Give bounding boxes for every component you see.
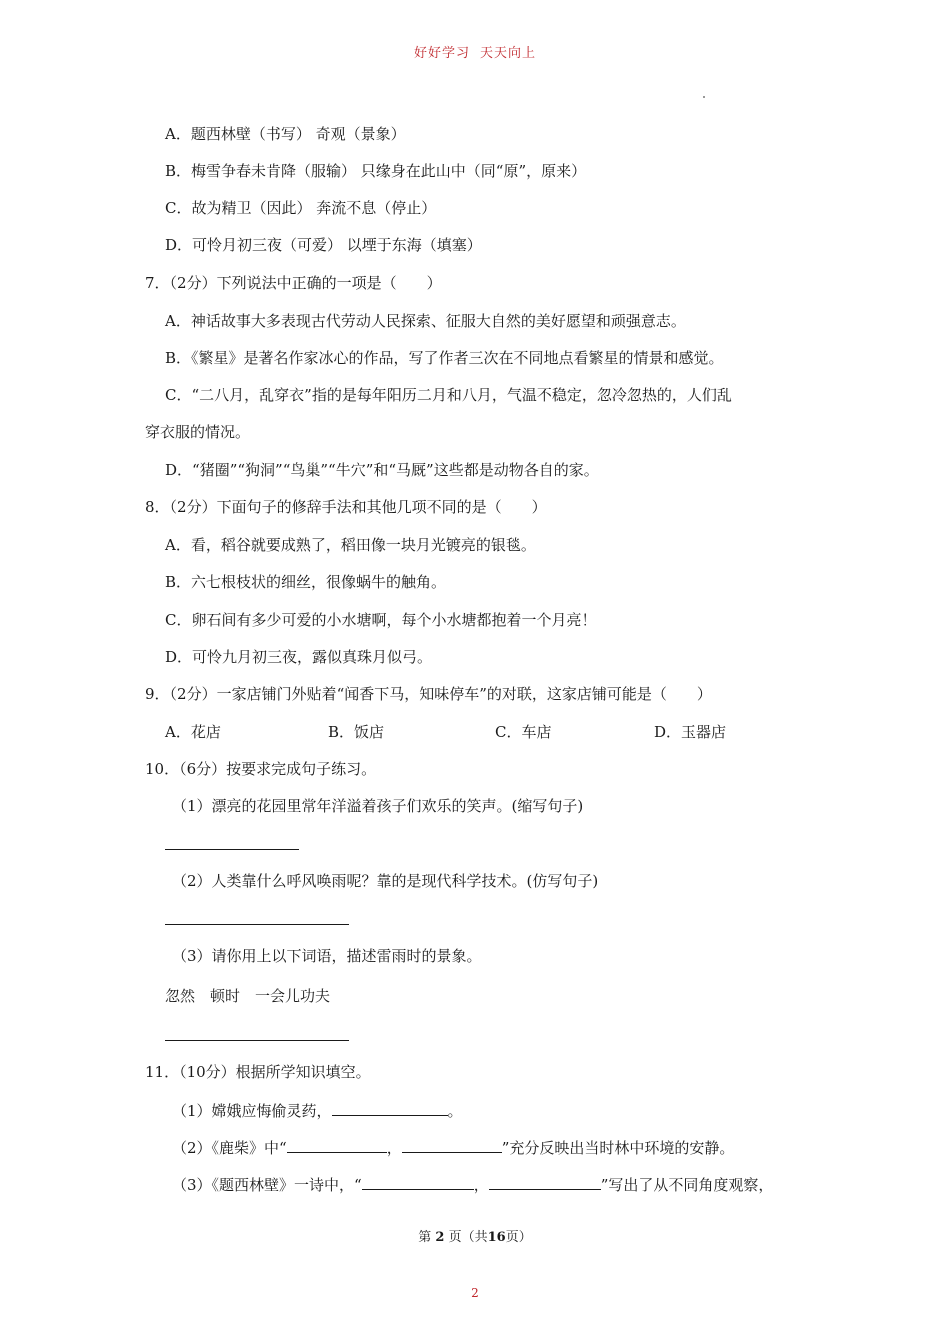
q7-option-b: B．《繁星》是著名作家冰心的作品，写了作者三次在不同地点看繁星的情景和感觉。 (165, 349, 724, 367)
q9-option-c: C．车店 (495, 723, 552, 741)
q10-sub-1: （1）漂亮的花园里常年洋溢着孩子们欢乐的笑声。(缩写句子) (172, 797, 584, 815)
q7-option-d: D．“猪圈”“狗洞”“鸟巢”“牛穴”和“马厩”这些都是动物各自的家。 (165, 461, 599, 479)
q6-option-b: B．梅雪争春未肯降（服输） 只缘身在此山中（同“原”，原来） (165, 162, 587, 180)
q11-blank-2b[interactable] (402, 1137, 502, 1153)
q11-sub-3-end: ”写出了从不同角度观察， (600, 1176, 774, 1194)
q10-sub-2: （2）人类靠什么呼风唤雨呢？靠的是现代科学技术。(仿写句子) (172, 872, 599, 890)
footer-middle: 页（共 (448, 1230, 488, 1245)
q11-stem: 11．（10分）根据所学知识填空。 (145, 1063, 371, 1081)
q8-option-c: C．卵石间有多少可爱的小水塘啊，每个小水塘都抱着一个月亮！ (165, 611, 597, 629)
q10-stem: 10．（6分）按要求完成句子练习。 (145, 760, 377, 778)
q6-option-a: A．题西林壁（书写） 奇观（景象） (165, 125, 406, 143)
q9-option-a: A．花店 (165, 723, 221, 741)
q7-option-a: A．神话故事大多表现古代劳动人民探索、征服大自然的美好愿望和顽强意志。 (165, 312, 686, 330)
q11-sub-2 (172, 1137, 734, 1158)
header-slogan-left: 好好学习 (413, 46, 470, 61)
q10-answer-blank-3[interactable] (165, 1040, 349, 1041)
page-footer (0, 1226, 950, 1245)
q11-sub-3-text: （3）《题西林壁》一诗中，“ (172, 1176, 362, 1194)
q11-blank-2a[interactable] (287, 1137, 387, 1153)
q8-stem: 8．（2分）下面句子的修辞手法和其他几项不同的是（ ） (145, 498, 547, 516)
footer-total-pages: 16 (487, 1230, 506, 1245)
q11-sub-2-text: （2）《鹿柴》中“ (172, 1139, 287, 1157)
q11-blank-3a[interactable] (362, 1174, 474, 1190)
q8-option-b: B．六七根枝状的细丝，很像蜗牛的触角。 (165, 573, 447, 591)
q11-sub-2-end: ”充分反映出当时林中环境的安静。 (501, 1139, 735, 1157)
q6-option-c: C．故为精卫（因此） 奔流不息（停止） (165, 199, 437, 217)
q11-sub-2-comma: ， (386, 1139, 402, 1157)
q8-option-d: D．可怜九月初三夜，露似真珠月似弓。 (165, 648, 433, 666)
q6-option-d: D．可怜月初三夜（可爱） 以堙于东海（填塞） (165, 236, 482, 254)
q7-stem: 7．（2分）下列说法中正确的一项是（ ） (145, 274, 442, 292)
q11-sub-1 (172, 1100, 463, 1121)
q10-word-list: 忽然 顿时 一会儿功夫 (165, 987, 331, 1005)
page-header (0, 42, 950, 61)
q9-option-b: B．饭店 (328, 723, 385, 741)
footer-suffix: 页） (505, 1230, 532, 1245)
q7-option-c: C．“二八月，乱穿衣”指的是每年阳历二月和八月，气温不稳定，忽冷忽热的，人们乱 (165, 386, 732, 404)
footer-prefix: 第 (418, 1230, 432, 1245)
q9-option-d: D．玉器店 (654, 723, 727, 741)
q9-stem: 9．（2分）一家店铺门外贴着“闻香下马，知味停车”的对联，这家店铺可能是（ ） (145, 685, 712, 703)
q7-option-c-continued: 穿衣服的情况。 (145, 423, 251, 441)
q11-sub-1-text: （1）嫦娥应悔偷灵药， (172, 1102, 332, 1120)
q11-sub-3 (172, 1174, 773, 1195)
q10-answer-blank-2[interactable] (165, 924, 349, 925)
q11-blank-3b[interactable] (489, 1174, 601, 1190)
q11-sub-1-end: 。 (447, 1102, 463, 1120)
q8-option-a: A．看，稻谷就要成熟了，稻田像一块月光镀亮的银毯。 (165, 536, 536, 554)
header-slogan-right: 天天向上 (480, 46, 537, 61)
q10-answer-blank-1[interactable] (165, 849, 299, 850)
page-number: 2 (471, 1286, 479, 1300)
q11-blank-1[interactable] (332, 1100, 448, 1116)
q11-sub-3-comma: ， (473, 1176, 489, 1194)
q10-sub-3: （3）请你用上以下词语，描述雷雨时的景象。 (172, 947, 482, 965)
stray-dot (703, 96, 705, 98)
footer-current-page: 2 (435, 1230, 445, 1245)
